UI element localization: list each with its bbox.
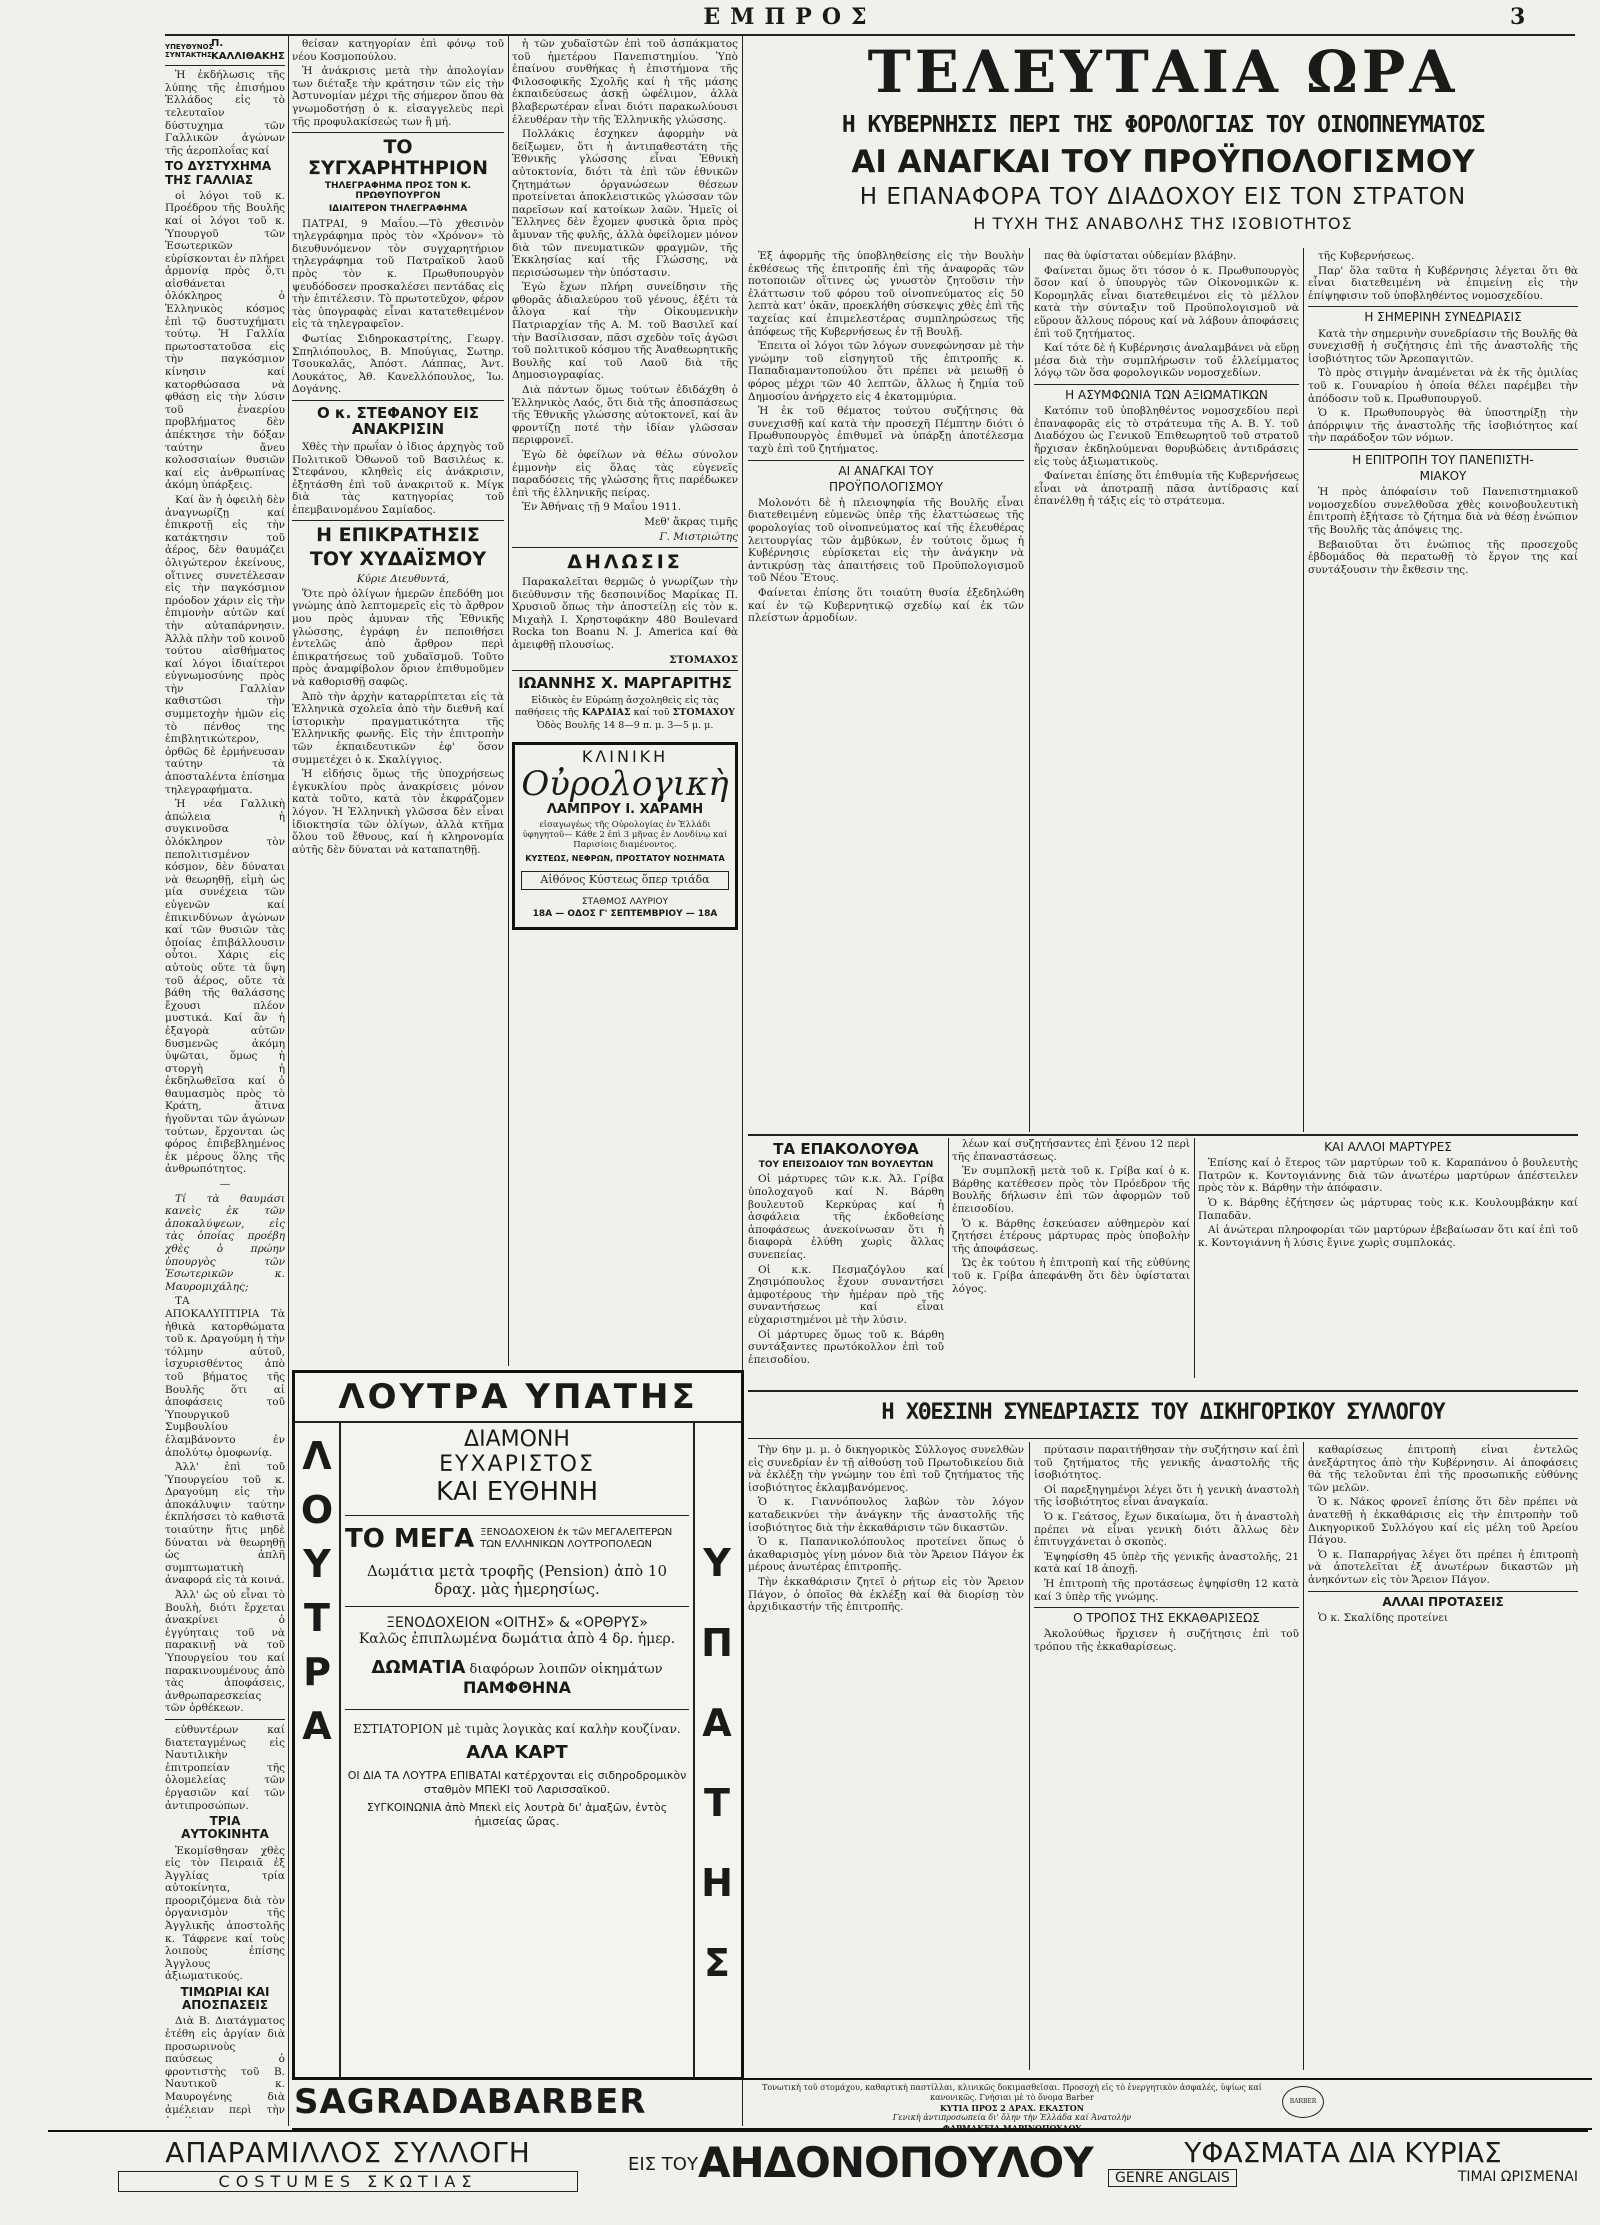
lawyers-col-1	[748, 1444, 1024, 2070]
article-paragraph: καθαρίσεως ἐπιτροπὴ εἶναι ἐντελῶς ἀνεξάρτητος ἀπὸ τὴν Κυβέρνησιν. Αἱ ἀποφάσεις θὰ τῆς τελοῦνται ἐπὶ τῆς προσωπικῆς εὐθύνης τῶν μελῶν.	[1308, 1444, 1578, 1494]
separator	[292, 132, 504, 133]
lawyers-col-2	[1034, 1444, 1299, 2070]
article-paragraph: Ἡ ἀνάκρισις μετὰ τὴν ἀπολογίαν των διέταξε τὴν κράτησιν τῶν εἰς τὴν Ἀστυνομίαν μέχρι τῆς σήμερον ὅπου θὰ γνωμοδοτήσῃ ὁ κ. εἰσαγγελεὺς περὶ τῆς προφυλακίσεώς των ἢ μή.	[292, 65, 504, 128]
section-subheading: ΤΟΥ ΕΠΕΙΣΟΔΙΟΥ ΤΩΝ ΒΟΥΛΕΥΤΩΝ	[758, 1159, 934, 1170]
article-paragraph: Ἡ ἐκ τοῦ θέματος τούτου συζήτησις θὰ συνεχισθῇ καί κατὰ τὴν προσεχῆ Πέμπτην διότι ὁ Πρωθυπουργὸς ἐπιθυμεῖ νὰ ὑπάρξῃ ἀποτέλεσμα ταχὺ ἐπὶ τοῦ ζητήματος.	[748, 405, 1024, 455]
masthead-title: ΕΜΠΡΟΣ	[703, 4, 877, 30]
baths-big: ΤΟ ΜΕΓΑ	[345, 1524, 475, 1554]
section-rule	[748, 1438, 1578, 1439]
signature-name: Γ. Μιστριώτης	[659, 530, 738, 543]
article-paragraph: Ὁ κ. Σκαλίδης προτείνει	[1318, 1611, 1448, 1624]
masthead-rule	[165, 34, 1575, 36]
barber-text-line: Γενικὴ ἀντιπροσωπεία δι' ὅλην τὴν Ἑλλάδα καί Ἀνατολὴν	[892, 2113, 1132, 2122]
baths-body	[345, 1427, 689, 1829]
headline-3: Η ΕΠΑΝΑΦΟΡΑ ΤΟΥ ΔΙΑΔΟΧΟΥ ΕΙΣ ΤΟΝ ΣΤΡΑΤΟΝ	[859, 184, 1467, 210]
article-paragraph: Βεβαιοῦται ὅτι ἐνώπιος τῆς προσεχοῦς ἑβδομάδος θὰ περατωθῇ τὸ ἔργον της καί συντάξουσιν τὴν ἔκθεσιν της.	[1308, 538, 1578, 576]
column-rule	[288, 36, 289, 2126]
article-paragraph: Οἱ παρεξηγημένοι λέγει ὅτι ἡ γενικὴ ἀναστολὴ τῆς ἰσοβιότητος εἶναι ἀναγκαία.	[1034, 1483, 1299, 1509]
article-paragraph: Τί τὰ θαυμάσι κανεὶς ἐκ τῶν ἀποκαλύψεων, εἰς τὰς ὁποίας προέβη χθὲς ὁ πρώην ὑπουργὸς τῶν Ἐσωτερικῶν κ. Μαυρομιχάλης;	[165, 1192, 285, 1293]
baths-stay: ΔΙΑΜΟΝΗ	[464, 1427, 570, 1452]
article-paragraph: Ἀπὸ τὴν ἀρχὴν καταρρίπτεται εἰς τὰ Ἑλληνικὰ σχολεῖα ἀπὸ τὴν διεθνῆ καί ἱστορικὴν πραγματικότητα τῆς Ἑλληνικῆς φωνῆς. Εἰς τὴν ἐπιτροπὴν τῶν ἐκπαιδευτικῶν ἐφ' ὅσον συμμετέχει ὁ κ. Σκαλίγγιος.	[292, 690, 504, 766]
article-paragraph: Ὅτε πρὸ ὀλίγων ἡμερῶν ἐπεδόθη μοι γνώμης ἀπὸ λεπτομερεῖς εἰς τὸ ἄρθρον μου πρὸς ἀμυναν τῆς Ἑθνικῆς γλώσσης, ἐγράφη ἐν πεποιθήσει ἐντελῶς ἀπὸ ἄρθρον περὶ ἐπικρατήσεως τοῦ χυδαϊσμοῦ. Τοῦτο πρὸς ἀναμφίβολον ὅριον ἐπιθυμοῦμεν νὰ καθορισθῇ σαφῶς.	[292, 587, 504, 689]
bottom-ad-right	[1108, 2136, 1578, 2187]
column-1	[165, 38, 285, 2118]
clinic-description: εἰσαγωγέως τῆς Οὐρολογίας ἐν Ἑλλάδι ὑφηγητοῦ— Κάθε 2 ἐπὶ 3 μῆνας ἐν Λονδίνῳ καί Παρισίοις διαμένοντος.	[522, 819, 728, 850]
notice-text: Παρακαλεῖται θερμῶς ὁ γνωρίζων τὴν διεύθυνσιν τῆς δεσποινίδος Μαρίκας Π. Χρυσιοῦ ὅπως τὴν ἀποστείλῃ εἰς τὸν κ. Μιχαὴλ Ι. Χρηστοφάκην 480 Boulevard Rocka ton Boanu N. J. America καί θὰ ἀμειφθῇ πλουσίως.	[512, 576, 738, 652]
separator	[345, 1709, 689, 1710]
separator	[345, 1515, 689, 1516]
section-heading: Ο κ. ΣΤΕΦΑΝΟΥ ΕΙΣ ΑΝΑΚΡΙΣΙΝ	[316, 403, 480, 439]
editor-header	[165, 38, 285, 66]
bottom-ad-left-title: ΑΠΑΡΑΜΙΛΛΟΣ ΣΥΛΛΟΓΗ	[165, 2136, 531, 2169]
article-paragraph: Πολλάκις ἐσχηκεν ἀφορμὴν νὰ δείξωμεν, ὅτι ἡ ἀντιπαθεστάτη τῆς Ἑθνικῆς γλώσσης εἶναι Ἑθνικὴ αὐτοκτονία, διότι τὰ ἐπὶ τῶν ἐθνικῶν ζητημάτων ὀργανώσεων θέσεων προτείνεται ἀποκλειστικῶς γλώσσαν τῶν παρεῖσων καί κατοίκων λαῶν. Ἡμεῖς οἱ Ἕλληνες δὲν ἔχομεν φυσικὰ ὅρια πρὸς ἄμυναν τῆς φυλῆς, ἀλλὰ ὀφείλομεν μόνον διὰ τῶν πνευματικῶν φραγμῶν, τῆς Ἐκκλησίας καί τῆς Γλώσσης, νὰ περισώσωμεν τὴν ὑπόστασιν.	[512, 128, 738, 279]
article-paragraph: ΤΑ ΑΠΟΚΑΛΥΠΤΙΡΙΑ Τὰ ἠθικὰ κατορθώματα τοῦ κ. Δραγούμη ἡ τὴν τόλμην αὐτοῦ, ἰσχυρισθέντος ἀπὸ τοῦ βήματος τῆς Βουλῆς ὅτι αἱ ἀποφάσεις τοῦ Ὑπουργικοῦ Συμβουλίου ἐλαμβάνοντο ἐν ἀπολύτῳ ὁμοφωνίᾳ.	[165, 1295, 285, 1459]
article-paragraph: Ἡ πρὸς ἀπόφαίσιν τοῦ Πανεπιστημιακοῦ νομοσχεδίου συνελθοῦσα χθὲς κοινοβουλευτικὴ ἐπιτροπὴ ἐξήτασε τὸ ζήτημα διὰ νὰ θέσῃ ἐνώπιον τῆς Βουλῆς τὰς ἀπόψεις της.	[1308, 486, 1578, 537]
article-paragraph: Ἐκομίσθησαν χθὲς εἰς τὸν Πειραιᾶ ἐξ Ἀγγλίας τρία αὐτοκίνητα, προοριζόμενα διὰ τὸν ὀργανισμὸν τῆς Ἀγγλικῆς ἀποστολῆς κ. Τάφρενε καί τοὺς λοιποὺς ἐπίσης Ἀγγλους ἀξιωματικούς.	[165, 1844, 285, 1983]
article-paragraph: Ὁ κ. Γιαννόπουλος λαβὼν τὸν λόγον καταδεικνύει τὴν ἀνάγκην τῆς ἀναστολῆς τῆς ἰσοβιότητος διὰ τὴν ἐκκαθάρισιν τῶν δικαστῶν.	[748, 1496, 1024, 1534]
article-paragraph: Φαίνεται ἐπίσης ὅτι τοιαύτη θυσία ἐξεδηλώθη καί ἐν τῷ Κυβερνητικῷ σχεδίῳ καί ἐκ τῶν πλείστων ἀρμοδίων.	[748, 587, 1024, 625]
article-paragraph: Αἱ ἀνώτεραι πληροφορίαι τῶν μαρτύρων ἐβεβαίωσαν ὅτι καί ἐπὶ τοῦ κ. Κοντογιάννη ἡ λύσις ἔγινε χωρὶς συμπλοκάς.	[1198, 1224, 1578, 1249]
column-4	[748, 250, 1024, 1130]
article-paragraph: Οἱ μάρτυρες τῶν κ.κ. Ἀλ. Γρίβα ὑπολοχαγοῦ καί Ν. Βάρθη βουλευτοῦ Κερκύρας καί ἡ ἀσφάλεια τῆς ἐκδοθείσης ἀποφάσεως ἀνεκοίνωσαν ὅτι ἡ διαφορὰ ἐλύθη χωρὶς ἄλλας συνεπείας.	[748, 1173, 944, 1261]
baths-hotel2: ΞΕΝΟΔΟΧΕΙΟΝ «ΟΙΤΗΣ» & «ΟΡΘΡΥΣ»	[386, 1615, 648, 1631]
doctor-line: καί τοῦ	[633, 707, 670, 719]
baths-cheap: ΚΑΙ ΕΥΘΗΝΗ	[435, 1477, 599, 1507]
bottom-ad-right-sub1: GENRE ANGLAIS	[1108, 2169, 1237, 2187]
article-paragraph: πας θὰ ὑφίσταται οὐδεμίαν βλάβην.	[1044, 250, 1237, 262]
article-paragraph: Κατόπιν τοῦ ὑποβληθέντος νομοσχεδίου περὶ ἐπαναφορᾶς εἰς τὸ στράτευμα τῆς Α. Β. Υ. τοῦ Διαδόχου ὡς Γενικοῦ Ἐπιθεωρητοῦ τοῦ στρατοῦ ἤρχισαν ἐκδηλούμεναι θορυβώδεις ἀντιδράσεις εἰς τοὺς ἀξιωματικοὺς.	[1034, 405, 1299, 468]
clinic-ad	[512, 742, 738, 930]
article-paragraph: Τὸ πρὸς στιγμὴν ἀναμένεται νὰ ἐκ τῆς ὁμιλίας τοῦ κ. Γουναρίου ἡ ὁποία θέλει παρέμβει τὴν ἀπόδοσιν τοῦ κ. Πρωθυπουργοῦ.	[1308, 367, 1578, 405]
baths-rooms2-desc: διαφόρων λοιπῶν οἰκημάτων	[469, 1662, 663, 1677]
article-paragraph: Ἐν συμπλοκῇ μετὰ τοῦ κ. Γρίβα καί ὁ κ. Βάρθης κατέθεσεν πρὸς τὸν Πρόεδρον τῆς Βουλῆς δήλωσιν ἐπὶ τῶν ἀφορμῶν τοῦ ἐπεισοδίου.	[952, 1165, 1190, 1215]
barber-seal: BARBER	[1282, 2086, 1324, 2118]
baths-rooms: Δωμάτια μετὰ τροφῆς (Pension) ἀπὸ 10 δραχ. μὰς ἡμερησίως.	[366, 1562, 668, 1598]
article-paragraph: Φαίνεται ἐπίσης ὅτι ἐπιθυμία τῆς Κυβερνήσεως εἶναι νὰ ἀποτραπῇ πᾶσα ἀντίδρασις καί ἐπανέλθῃ ἡ τάξις εἰς τὸ στράτευμα.	[1034, 470, 1299, 508]
article-paragraph: Ἐψηφίσθη 45 ὑπὲρ τῆς γενικῆς ἀναστολῆς, 21 κατὰ καί 18 ἀποχῇ.	[1034, 1550, 1299, 1576]
article-paragraph: Διὰ Β. Διατάγματος ἐτέθη εἰς ἀργίαν διὰ προσωρινοὺς παύσεως ὁ φροντιστὴς τοῦ Β. Ναυτικοῦ κ. Μαυρογένης διὰ ἀμέλειαν περὶ τὴν	[165, 2015, 285, 2116]
banner-headline: ΤΕΛΕΥΤΑΙΑ ΩΡΑ	[867, 38, 1459, 106]
doctor-line: Εἰδικὸς ἐν Εὐρώπῃ ἀσχοληθεὶς εἰς τὰς παθήσεις τῆς	[515, 694, 719, 719]
separator	[1308, 306, 1578, 307]
article-paragraph: Ὁ κ. Παπαρρήγας λέγει ὅτι πρέπει ἡ ἐπιτροπὴ νὰ ἀποτελεῖται ἐξ ἀνωτέρων δικαστῶν μὴ ἀνηκόντων εἰς τὸν Ἄρειον Πάγον.	[1308, 1548, 1578, 1586]
bottom-ad-mid-small: ΕΙΣ ΤΟΥ	[628, 2154, 698, 2175]
notice-signature: ΣΤΟΜΑΧΟΣ	[669, 653, 738, 666]
article-paragraph: Ἐγὼ ἔχων πλήρη συνείδησιν τῆς φθορᾶς ἀδιαλεύρου τοῦ γένους, ἐξέτι τὰ ἄλογα καί τὴν Οἰκουμενικὴν Πατριαρχίαν τῆς Α. Μ. τοῦ Βασιλεῖ καί τὴν Βασίλισσαν, πᾶσι σχεδὸν τοῖς ἀγῶσι τοῦ πολιτικοῦ κόσμου τῆς Ἀναθεωρητικῆς Βουλῆς καί τοῦ Λαοῦ διὰ τῆς Δημοσιογραφίας.	[512, 281, 738, 382]
barber-text-line: ΚΥΤΙΑ ΠΡΟΣ 2 ΔΡΑΧ. ΕΚΑΣΤΟΝ	[939, 2103, 1085, 2113]
section-heading: ΤΑ ΕΠΑΚΟΛΟΥΘΑ	[773, 1140, 919, 1158]
column-2	[292, 38, 504, 1368]
baths-transport: ΟΙ ΔΙΑ ΤΑ ΛΟΥΤΡΑ ΕΠΙΒΑΤΑΙ κατέρχονται εἰς σιδηροδρομικὸν σταθμὸν ΜΠΕΚΙ τοῦ Λαρισσαϊκοῦ.	[347, 1769, 687, 1796]
clinic-diseases: ΚΥΣΤΕΩΣ, ΝΕΦΡΩΝ, ΠΡΟΣΤΑΤΟΥ ΝΟΣΗΜΑΤΑ	[525, 853, 725, 863]
article-paragraph: Κατὰ τὴν σημερινὴν συνεδρίασιν τῆς Βουλῆς θὰ συνεχισθῇ ἡ συζήτησις ἐπὶ τῆς ἀναστολῆς τῆς ἰσοβιότητος τῶν Ἀρεοπαγιτῶν.	[1308, 327, 1578, 365]
article-paragraph: Ὁ κ. Βάρθης ἐσκεύασεν αὐθημερὸν καί ζητήσει ἑτέρους μάρτυρας πρὸς ὑποβολὴν τῆς ἀποφάσεως.	[952, 1217, 1190, 1255]
article-paragraph: Καί ἂν ἡ ὀφειλὴ δὲν ἀναγνωρίζῃ καί ἐπικροτῇ εἰς τὴν κατάκτησιν τοῦ ἀέρος, δὲν θαυμάζει ὀλιγώτερον ἐκείνους, οἵτινες συνετέλεσαν εἰς τὴν παγκόσμιον πρόοδον χάριν εἰς τὴν ἐπιμονὴν αὐτῶν καί τὴν αὐταπάρνησιν. Ἀλλὰ πλὴν τοῦ κοινοῦ τούτου αἰσθήματος καί λόγοι ἰδιαίτεροι εὐγνωμοσύνης πρὸς τὴν Γαλλίαν καθιστῶσι τὴν συμμετοχὴν ἡμῶν εἰς τὸ πένθος της ἐπιβλητικώτερον, ὀρθῶς δὲ ἑρμήνευσαν ταύτην τὰ ἀποσταλέντα ἐπίσημα τηλεγραφήματα.	[165, 493, 285, 796]
baths-alacarte: ΑΛΑ ΚΑΡΤ	[466, 1742, 568, 1763]
article-paragraph: εὐθυντέρων καί διατεταγμένως εἰς Ναυτιλικὴν ἐπιτροπείαν τῆς ὁλομελείας τῶν ἐργασιῶν καί τῶν ἀντιπροσώπων.	[165, 1723, 285, 1812]
article-paragraph: Ἐξ ἀφορμῆς τῆς ὑποβληθείσης εἰς τὴν Βουλὴν ἐκθέσεως τῆς ἐπιτροπῆς ἐπὶ τῆς ἀναφορᾶς τῶν ποτοποιῶν οἵτινες ὡς γνωστὸν ζητοῦσιν τὴν ἐλάττωσιν τοῦ φόρου τοῦ οἰνοπνεύματος εἰς 50 λεπτὰ κατ' ὀκᾶν, προεκλήθη σύσκεψις χθὲς ἐπὶ τῆς ταχείας καί ἐπιμελεστέρας συμπληρώσεως τῆς ἀπόφεως τῆς Κυβερνήσεως ἐν τῇ Βουλῇ.	[748, 250, 1024, 338]
separator	[292, 520, 504, 521]
signature-place: Ἐν Ἀθήναις τῇ 9 Μαΐου 1911.	[522, 501, 682, 514]
article-paragraph: Χθὲς τὴν πρωΐαν ὁ ἰδιος ἀρχηγὸς τοῦ Πολιτικοῦ Ὀθωνοῦ τοῦ Βασιλέως κ. Στεφάνου, κληθεὶς εἰς ἀνάκρισιν, ἐξητάσθη ἐπὶ τοῦ ἀνακριτοῦ κ. Μίγκ διὰ τὰς κατηγορίας τοῦ ἐπεμβαινομένου Σαμίαδος.	[292, 440, 504, 516]
bottom-ad-right-title: ΥΦΑΣΜΑΤΑ ΔΙΑ ΚΥΡΙΑΣ	[1184, 2136, 1502, 2169]
section-heading: ΑΛΛΑΙ ΠΡΟΤΑΣΕΙΣ	[1382, 1594, 1504, 1609]
column-rule	[1303, 1442, 1304, 2070]
clinic-title: ΚΛΙΝΙΚΗ	[581, 747, 669, 767]
letter-salutation: Κύριε Διευθυντά,	[356, 573, 450, 586]
baths-title: ΛΟΥΤΡΑ ΥΠΑΤΗΣ	[338, 1377, 698, 1417]
clinic-station: ΣΤΑΘΜΟΣ ΛΑΥΡΙΟΥ	[581, 896, 669, 907]
separator	[345, 1606, 689, 1607]
separator	[748, 460, 1024, 461]
lawyers-headline: Η ΧΘΕΣΙΝΗ ΣΥΝΕΔΡΙΑΣΙΣ ΤΟΥ ΔΙΚΗΓΟΡΙΚΟΥ ΣΥΛΛΟΓΟΥ	[881, 1400, 1445, 1425]
doctor-stomach: ΣΤΟΜΑΧΟΥ	[672, 707, 735, 719]
headline-4: Η ΤΥΧΗ ΤΗΣ ΑΝΑΒΟΛΗΣ ΤΗΣ ΙΣΟΒΙΟΤΗΤΟΣ	[973, 214, 1353, 233]
column-3	[512, 38, 738, 1368]
baths-side-right: ΥΠΑΤΗΣ	[701, 1541, 733, 1985]
article-paragraph: Ὡς ἐκ τούτου ἡ ἐπιτροπὴ καί τῆς εὐθύνης τοῦ κ. Γρίβα ἀπεφάνθη ὅτι δὲν ὑφίσταται λόγος.	[952, 1257, 1190, 1295]
doctor-heart: ΚΑΡΔΙΑΣ	[581, 707, 631, 719]
editor-name: Π. ΚΑΛΛΙΘΑΚΗΣ	[211, 38, 285, 62]
article-paragraph: ἡ τῶν χυδαϊστῶν ἐπὶ τοῦ ἀσπάκματος τοῦ ἡμετέρου Πανεπιστημίου. Ὑπὸ ἐπαίνου συνθήκας ἡ ἐπιστήμονα τῆς Φιλοσοφικῆς Σχολῆς καί ἡ τῆς μάσης ἐκπαιδεύσεως ἀσκῇ ὠφέλιμον, ἀλλὰ βλαβερωτέραν εἶναι διότι παρακωλύουσι ἐλευθέραν τὴν τῆς Ἑλληνικῆς γλώσσης.	[512, 38, 738, 126]
article-paragraph: Οἱ μάρτυρες ὅμως τοῦ κ. Βάρθη συντάξαντες πρωτόκολλον ἐπὶ τοῦ ἐπεισοδίου.	[748, 1328, 944, 1366]
column-rule	[1029, 248, 1030, 1132]
section-heading: Ο ΤΡΟΠΟΣ ΤΗΣ ΕΚΚΑΘΑΡΙΣΕΩΣ	[1073, 1611, 1260, 1626]
section-subheading: ΙΔΙΑΙΤΕΡΟΝ ΤΗΛΕΓΡΑΦΗΜΑ	[328, 203, 468, 214]
notice-title: ΔΗΛΩΣΙΣ	[567, 551, 683, 574]
article-paragraph: πρύτασιν παραιτήθησαν τὴν συζήτησιν καί ἐπὶ τοῦ ζητήματος τῆς γενικῆς ἀναστολῆς τῆς ἰσοβιότητος.	[1034, 1444, 1299, 1482]
separator	[165, 1719, 285, 1720]
bottom-ads	[48, 2130, 1588, 2222]
article-paragraph: λέων καί συζητήσαντες ἐπὶ ξένου 12 περὶ τῆς ἐπαναστάσεως.	[952, 1138, 1190, 1163]
article-paragraph: οἱ λόγοι τοῦ κ. Προέδρου τῆς Βουλῆς καί οἱ λόγοι τοῦ κ. Ὑπουργοῦ τῶν Ἐσωτερικῶν εὑρίσκονται ἐν πλήρει ἁρμονίᾳ πρὸς ὅ,τι αἰσθάνεται ὁλόκληρος ὁ Ἑλληνικὸς κόσμος ἐπὶ τῷ δυστυχήματι τούτῳ. Ἡ Γαλλία πρωτοστατοῦσα εἰς τὴν παγκόσμιον κίνησιν καί κατορθώσασα νὰ φθάσῃ εἰς τὴν λύσιν τοῦ ἐναερίου προβλήματος δὲν ἀπέκτησε τὴν δόξαν ταύτην ἄνευ κολοσσιαίων θυσιῶν καί εἰς ἀνθρωπίνας ἀκόμη ὑπάρξεις.	[165, 189, 285, 492]
baths-pleasant: ΕΥΧΑΡΙΣΤΟΣ	[439, 1452, 595, 1477]
separator: —	[219, 1178, 231, 1191]
section-heading: ΤΟΥ ΧΥΔΑΪΣΜΟΥ	[309, 548, 487, 571]
section-heading: ΤΡΙΑ ΑΥΤΟΚΙΝΗΤΑ	[181, 1814, 269, 1842]
bottom-ad-left	[78, 2136, 618, 2194]
column-6	[1308, 250, 1578, 1130]
separator	[512, 670, 738, 671]
article-paragraph: Φωτίας Σιδηροκαστρίτης, Γεωργ. Σπηλιόπουλος, Β. Μπούγιας, Σωτηρ. Τσουκαλᾶς, Ἀπόστ. Λάππας, Ἀντ. Λουκάτος, Ἀθ. Κανελλόπουλος, Ἰω. Δογάνης.	[292, 332, 504, 396]
article-paragraph: Ὁ κ. Πρωθυπουργὸς θὰ ὑποστηρίξῃ τὴν ἀπόρριψιν τῆς ἀναστολῆς τῆς ἰσοβιότητος καί τὴν παράδοξον τῶν νόμων.	[1308, 407, 1578, 445]
separator	[295, 1421, 741, 1423]
bottom-ad-left-sub: COSTUMES ΣΚΩΤΙΑΣ	[118, 2171, 578, 2192]
column-rule	[1029, 1442, 1030, 2070]
article-paragraph: Ὁ κ. Γεάτσος, ἔχων δικαίωμα, ὅτι ἡ ἀναστολὴ πρέπει νὰ εἶναι γενικὴ διότι ἄλλως δὲν ἐπιτυγχάνεται ὁ σκοπὸς.	[1034, 1510, 1299, 1549]
baths-rooms2-cheap: ΠΑΜΦΘΗΝΑ	[462, 1678, 572, 1697]
baths-ad	[292, 1370, 744, 2080]
article-paragraph: τῆς Κυβερνήσεως.	[1318, 250, 1415, 262]
epakoloutha-col-2	[952, 1138, 1190, 1378]
article-paragraph: Ἀκολούθως ἤρχισεν ἡ συζήτησις ἐπὶ τοῦ τρόπου τῆς ἐκκαθαρίσεως.	[1034, 1628, 1299, 1653]
separator	[339, 1421, 341, 2077]
article-paragraph: Τὴν ἐκκαθάρισιν ζητεῖ ὁ ρήτωρ εἰς τὸν Ἄρειον Πάγον, ὁ ὁποῖος θὰ ἐκλέξῃ καί θὰ διορίσῃ τὸν ἀρχιδικαστήν τῆς ἐπιτροπῆς.	[748, 1575, 1024, 1614]
baths-rooms2	[345, 1657, 689, 1678]
article-paragraph: Ἡ ἐπιτροπὴ τῆς προτάσεως ἐψηφίσθη 12 κατὰ καί 3 ὑπὲρ τῆς γνώμης.	[1034, 1577, 1299, 1603]
section-heading: Η ΕΠΙΤΡΟΠΗ ΤΟΥ ΠΑΝΕΠΙΣΤΗ-	[1352, 452, 1534, 467]
baths-hotel2-desc: Καλῶς ἐπιπλωμένα δωμάτια ἀπὸ 4 δρ. ἡμερ.	[358, 1631, 676, 1647]
separator	[1308, 449, 1578, 450]
bottom-ad-mid: ΑΗΔΟΝΟΠΟΥΛΟΥ	[698, 2138, 1093, 2187]
column-rule	[508, 36, 509, 1366]
doctor-ad	[512, 675, 738, 732]
section-heading: ΠΡΟΫΠΟΛΟΓΙΣΜΟΥ	[828, 479, 944, 494]
article-paragraph: Οἱ κ.κ. Πεσμαζόγλου καί Ζησιμόπουλος ἔχουν συναντήσει ἀμφοτέρους τὴν ἡμέραν πρὸ τῆς συναντήσεως καί εἶναι εὐχαριστημένοι μὲ τὴν λύσιν.	[748, 1263, 944, 1326]
article-paragraph: Μολονότι δὲ ἡ πλειοψηφία τῆς Βουλῆς εἶναι διατεθειμένη εὐμενῶς ὑπὲρ τῆς ἐλαττώσεως τῆς φορολογίας τοῦ οἰνοπνεύματος καί τῆς ἐλευθέρας λειτουργίας τῶν ἀμβύκων, ἐν τούτοις ὅμως ἡ Κυβέρνησις εὑρίσκεται εἰς τὴν ἀνάγκην νὰ ἀντικρύσῃ τὰς ἀπαιτήσεις τοῦ Προϋπολογισμοῦ τοῦ Νέου Ἔτους.	[748, 496, 1024, 585]
article-paragraph: Ἡ ἐκδήλωσις τῆς λύπης τῆς ἐπισήμου Ἑλλάδος εἰς τὸ τελευταῖον δύστυχημα τῶν Γαλλικῶν ἀγώνων τῆς ἀεροπλοΐας καί	[165, 69, 285, 157]
editor-label: ΥΠΕΥΘΥΝΟΣ ΣΥΝΤΑΚΤΗΣ	[165, 42, 214, 59]
section-heading: ΚΑΙ ΑΛΛΟΙ ΜΑΡΤΥΡΕΣ	[1324, 1140, 1452, 1154]
section-heading: ΤΙΜΩΡΙΑΙ ΚΑΙ ΑΠΟΣΠΑΣΕΙΣ	[180, 1985, 270, 2013]
section-heading: Η ΣΗΜΕΡΙΝΗ ΣΥΝΕΔΡΙΑΣΙΣ	[1364, 310, 1522, 325]
article-paragraph: Παρ' ὅλα ταῦτα ἡ Κυβέρνησις λέγεται ὅτι θὰ εἶναι διατεθειμένη νὰ ἐπιμείνῃ εἰς τὴν ἐπίψηφισιν τοῦ ὑποβληθέντος νομοσχεδίου.	[1308, 264, 1578, 302]
barber-ad	[292, 2078, 1592, 2133]
doctor-specialty	[512, 695, 738, 720]
article-paragraph: Καί τότε δὲ ἡ Κυβέρνησις ἀναλαμβάνει νὰ εὕρῃ μέσα διὰ τὴν συμπλήρωσιν τοῦ ἐλλείμματος λόγῳ τῶν ὅσα φορολογικῶν νομοσχεδίων.	[1034, 342, 1299, 380]
signature-line: Μεθ' ἄκρας τιμῆς	[644, 515, 738, 528]
barber-text	[762, 2083, 1262, 2133]
column-rule	[948, 1138, 949, 1278]
column-rule	[1194, 1138, 1195, 1378]
clinic-street: Αἰθόνος Κύστεως ὅπερ τριάδα	[521, 871, 729, 890]
separator	[1034, 1607, 1299, 1608]
barber-brand: SAGRADABARBER	[294, 2082, 647, 2122]
clinic-script: Οὐρολογικὴ	[521, 764, 729, 805]
headline-2: ΑΙ ΑΝΑΓΚΑΙ ΤΟΥ ΠΡΟΫΠΟΛΟΓΙΣΜΟΥ	[851, 144, 1475, 180]
bottom-ad-right-sub	[1108, 2169, 1578, 2187]
right-headlines	[748, 40, 1578, 236]
section-heading: ΤΟ ΔΥΣΤΥΧΗΜΑ ΤΗΣ ΓΑΛΛΙΑΣ	[165, 159, 272, 187]
article-paragraph: Ἀλλ' ἐπὶ τοῦ Ὑπουργείου τοῦ κ. Δραγούμη εἰς τὴν ἀποκάλυψιν ταύτην ἐκπλήσσει τὸ καθιστᾶ τοιαύτην ἥτις μηδὲ δύναται νὰ θεωρηθῇ ὡς ἀπλῆ συμπτωματικὴ ἀναφορά εἰς τὰ κοινά.	[165, 1461, 285, 1587]
column-5	[1034, 250, 1299, 1130]
column-rule	[1303, 248, 1304, 1132]
doctor-name: ΙΩΑΝΝΗΣ Χ. ΜΑΡΓΑΡΙΤΗΣ	[518, 674, 732, 693]
section-rule	[748, 1134, 1578, 1136]
lawyers-col-3	[1308, 1444, 1578, 2070]
epakoloutha-col-3	[1198, 1138, 1578, 1378]
article-paragraph: Ὁ κ. Νάκος φρονεῖ ἐπίσης ὅτι δὲν πρέπει νὰ ἀνατεθῇ ἡ ἐκκαθάρισις εἰς τὴν ἐπιτροπὴν τοῦ Δικηγορικοῦ Συλλόγου καί εἰς μέλη τοῦ Ἀρείου Πάγου.	[1308, 1496, 1578, 1547]
headline-1: Η ΚΥΒΕΡΝΗΣΙΣ ΠΕΡΙ ΤΗΣ ΦΟΡΟΛΟΓΙΑΣ ΤΟΥ ΟΙΝΟΠΝΕΥΜΑΤΟΣ	[841, 112, 1485, 138]
separator	[512, 547, 738, 548]
section-subheading: ΤΗΛΕΓΡΑΦΗΜΑ ΠΡΟΣ ΤΟΝ Κ. ΠΡΩΘΥΠΟΥΡΓΟΝ	[324, 180, 472, 201]
article-paragraph: Ὁ κ. Βάρθης ἐζήτησεν ὡς μάρτυρας τοὺς κ.κ. Κουλουμβάκην καί Παπαδᾶν.	[1198, 1196, 1578, 1222]
article-paragraph: Φαίνεται ὅμως ὅτι τόσον ὁ κ. Πρωθυπουργὸς ὅσον καί ὁ ὑπουργὸς τῶν Οἰκονομικῶν κ. Κορομηλᾶς εἶναι διατεθειμένοι εἰς τὸ μέλλον κατὰ τὴν σύνταξιν τοῦ Προϋπολογισμοῦ νὰ εὕρουν ἄλλους πόρους καί νὰ λάβουν ἀποφάσεις ἐπὶ τοῦ ζητήματος.	[1034, 264, 1299, 340]
baths-side-left: ΛΟΥΤΡΑ	[300, 1434, 334, 1748]
barber-text-line: ΦΑΡΜΑΚΕΙΑ ΜΑΡΙΝΟΠΟΥΛΟΥ	[942, 2123, 1082, 2133]
section-heading: ΤΟ ΣΥΓΧΑΡΗΤΗΡΙΟΝ	[308, 136, 488, 180]
separator	[1034, 384, 1299, 385]
baths-hotel-row	[345, 1524, 689, 1554]
baths-restaurant: ΕΣΤΙΑΤΟΡΙΟΝ μὲ τιμὰς λογικὰς καί καλὴν κουζίναν.	[353, 1722, 681, 1736]
separator	[1308, 1591, 1578, 1592]
article-paragraph: θείσαν κατηγορίαν ἐπὶ φόνῳ τοῦ νέου Κοσμοπούλου.	[292, 38, 504, 63]
article-paragraph: Ἐπειτα οἱ λόγοι τῶν λόγων συνεφώνησαν μὲ τὴν γνώμην τοῦ εἰσηγητοῦ τῆς ἐπιτροπῆς κ. Παπαδιαμαντοπούλου ὅτι πρέπει νὰ μειωθῇ ὁ φόρος μέχρι τῶν 40 λεπτῶν, ἄλλως ἡ ζημία τοῦ Δημοσίου ἀνήρχετο εἰς 4 ἑκατομμύρια.	[748, 340, 1024, 403]
separator	[292, 400, 504, 401]
article-paragraph: Ἡ νέα Γαλλικὴ ἀπώλεια ἡ συγκινοῦσα ὁλόκληρον τὸν πεπολιτισμένον κόσμον, δὲν δύναται νὰ θεωρηθῇ, εἰμὴ ὡς μία συνέχεια τῶν εὐγενῶν καί ἐπικινδύνων ἀγώνων καί τῶν θυσιῶν τὰς ὁποίας ἐπιβάλλουσιν οὗτοι. Χάρις εἰς αὐτοὺς οὔτε τὰ ὕψη τοῦ ἀέρος, οὔτε τὰ βάθη τῆς θαλάσσης ἔχουσι πλέον μυστικά. Καί ἂν ἡ ἐξαγορὰ αὐτῶν δυσμενῶς ἀκόμη ὑψῶται, ὅμως ἡ στοργὴ ἡ ἐκδηλωθεῖσα καί ὁ θαυμασμὸς πρὸς τὸ Κράτη, ἅτινα ἡγοῦνται τῶν ἀγώνων τούτων, ἔρχονται ὡς φόρος ἐπιβεβλημένος ἐκ μέρους ὅλης τῆς ἀνθρωπότητος.	[165, 798, 285, 1176]
page-number: 3	[1510, 4, 1526, 30]
barber-text-line: Τονωτικὴ τοῦ στομάχου, καθαρτικὴ παστίλλαι, κλινικῶς δοκιμασθεῖσαι. Προσοχὴ εἰς τὸ ἐνεργητικὸν ἀσφαλές, ὑψίως καί κανονικῶς. Γνήσιαι μὲ τὸ ὄνομα Barber	[762, 2083, 1262, 2102]
epakoloutha-col-1	[748, 1138, 944, 1378]
baths-rooms2-label: ΔΩΜΑΤΙΑ	[371, 1657, 466, 1678]
article-paragraph: Ἐπίσης καί ὁ ἕτερος τῶν μαρτύρων τοῦ κ. Καραπάνου ὁ βουλευτὴς Πατρῶν κ. Κοντογιάννης διὰ τῶν ἀνωτέρω μαρτύρων ἀπέστειλεν πρὸς τὸν κ. Βάρθην τὴν ἀπόφασιν.	[1198, 1157, 1578, 1195]
doctor-address: Ὁδὸς Βουλῆς 14 8—9 π. μ. 3—5 μ. μ.	[536, 719, 714, 731]
clinic-doctor: ΛΑΜΠΡΟΥ Ι. ΧΑΡΑΜΗ	[546, 802, 704, 818]
article-paragraph: Ἀλλ' ὡς οὐ εἶναι τὸ Βουλὴ, διότι ἔρχεται ἀνακρίνει ὁ ἐγγύηταις τοῦ νὰ παρακινῇ νὰ τοῦ Ὑπουργείου του καί παρακινουμένους ἀπὸ τὰς ἀποφάσεις, ἀνθρωπαρεσκείας τῶν ὀρθέκεων.	[165, 1589, 285, 1715]
section-heading: Η ΑΣΥΜΦΩΝΙΑ ΤΩΝ ΑΞΙΩΜΑΤΙΚΩΝ	[1065, 387, 1268, 402]
section-heading: ΜΙΑΚΟΥ	[1419, 469, 1467, 484]
article-paragraph: Διὰ πάντων ὅμως τούτων ἐδιδάχθη ὁ Ἑλληνικὸς Λαός, ὅτι διὰ τῆς ἀποσπάσεως τῆς Ἑθνικῆς γλώσσης αὐτοκτονεῖ, καί ἂν φροντίζῃ ποτέ τὴν ἰδίαν γλῶσσαν περιφρονεῖ.	[512, 384, 738, 447]
article-paragraph: Ἡ εἰδήσις ὅμως τῆς ὑποχρήσεως ἐγκυκλίου πρὸς ἀνακρίσεις μόνον κατὰ τοῦτο, κατὰ τὸν ἐκφράζομεν λόγον. Ἡ Ἑλληνικὴ γλῶσσα δὲν εἶναι ἰδιοκτησία τῶν ὀλίγων, ἀλλὰ κτῆμα ὅλου τοῦ ἔθνους, καί ἡ κληρονομία αὐτῆς δὲν δύναται νὰ καταπατηθῇ.	[292, 768, 504, 856]
clinic-address: 18Α — ΟΔΟΣ Γ' ΣΕΠΤΕΜΒΡΙΟΥ — 18Α	[532, 909, 718, 920]
baths-transport2: ΣΥΓΚΟΙΝΩΝΙΑ ἀπὸ Μπεκὶ εἰς λουτρὰ δι' ἁμαξῶν, ἐντὸς ἡμισείας ὥρας.	[366, 1801, 668, 1828]
bottom-ad-right-sub2: ΤΙΜΑΙ ΩΡΙΣΜΕΝΑΙ	[1457, 2169, 1578, 2185]
article-paragraph: Τὴν 6ην μ. μ. ὁ δικηγορικὸς Σύλλογος συνελθὼν εἰς συνεδρίαν ἐν τῇ αἰθούσῃ τοῦ Πρωτοδικείου διὰ νὰ ἐκλέξῃ τὴν γνώμην του ἐπὶ τοῦ ζητήματος τῆς ἰσοβιότητος ἐκλαμβανόμενος.	[748, 1444, 1024, 1494]
section-heading: Η ΕΠΙΚΡΑΤΗΣΙΣ	[316, 524, 480, 547]
article-paragraph: Ὁ κ. Παπανικολόπουλος προτείνει ὅπως ὁ ἀκαθαρισμὸς γίνῃ μόνον διὰ τὸν Ἄρειον Πάγον ἐκ μέρους ἀνωτέρας ἐπιτροπῆς.	[748, 1536, 1024, 1574]
section-heading: ΑΙ ΑΝΑΓΚΑΙ ΤΟΥ	[838, 463, 934, 478]
article-paragraph: ΠΑΤΡΑΙ, 9 Μαΐου.—Τὸ χθεσινὸν τηλεγράφημα πρὸς τὸν «Χρόνον» τὸ διευθυνόμενον τὸν συγχαρητήριον τηλεγράφημα τοῦ Πατραϊκοῦ λαοῦ πρὸς τὸν κ. Πρωθυπουργὸν ψευδόδοσεν προσκαλέσει πεντάδας εἰς τὴν ἐπιτέλεσιν. Τὸ πρωτοτεῦχον, φέρον τὰς ὑπογραφὰς εἶναι κατατεθειμένον εἰς τὰ τηλεγραφεῖον.	[292, 217, 504, 331]
article-paragraph: Ἐγὼ δὲ ὀφείλων νὰ θέλω σύνολον ἐμμονὴν εἰς ὅλας τὰς εὐγενεῖς παραδόσεις τῆς γλώσσης ἥτις παρέδωκεν ἐπὶ τῆς ἑλληνικῆς πείρας.	[512, 449, 738, 499]
baths-big-desc: ΞΕΝΟΔΟΧΕΙΟΝ ἐκ τῶν ΜΕΓΑΛΕΙΤΕΡΩΝ ΤΩΝ ΕΛΛΗΝΙΚΩΝ ΛΟΥΤΡΟΠΟΛΕΩΝ	[480, 1527, 673, 1550]
